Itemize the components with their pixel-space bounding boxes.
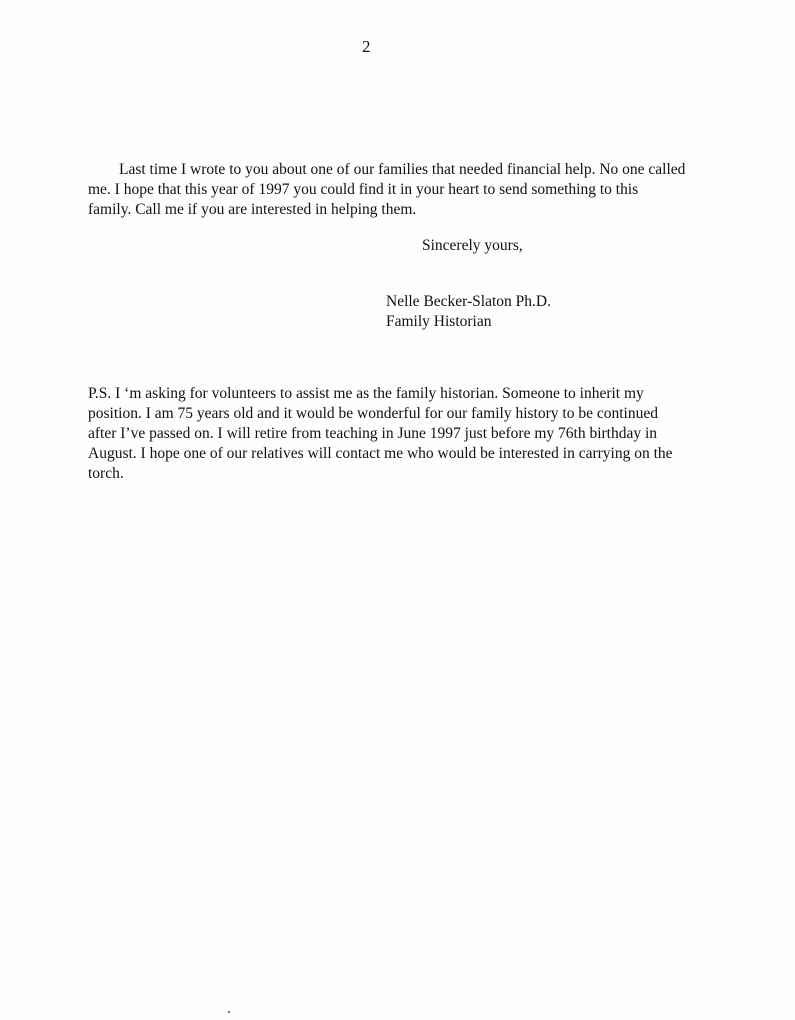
postscript-line: position. I am 75 years old and it would be wonderful for our family history to be continued bbox=[88, 405, 658, 422]
postscript-line: torch. bbox=[88, 465, 124, 482]
body-line: Last time I wrote to you about one of our families that needed financial help. No one called bbox=[119, 161, 686, 178]
postscript-line: P.S. I ‘m asking for volunteers to assist me as the family historian. Someone to inherit my bbox=[88, 385, 644, 402]
body-line: me. I hope that this year of 1997 you could find it in your heart to send something to this bbox=[88, 181, 639, 198]
postscript-line: after I’ve passed on. I will retire from teaching in June 1997 just before my 76th birthday in bbox=[88, 425, 658, 442]
scan-speck bbox=[228, 1011, 230, 1013]
signature-name: Nelle Becker-Slaton Ph.D. bbox=[386, 293, 551, 310]
body-line: family. Call me if you are interested in helping them. bbox=[88, 201, 417, 218]
signature-title: Family Historian bbox=[386, 313, 492, 330]
closing: Sincerely yours, bbox=[422, 237, 523, 254]
postscript-line: August. I hope one of our relatives will contact me who would be interested in carrying on the bbox=[88, 445, 673, 462]
page-number: 2 bbox=[362, 37, 371, 56]
